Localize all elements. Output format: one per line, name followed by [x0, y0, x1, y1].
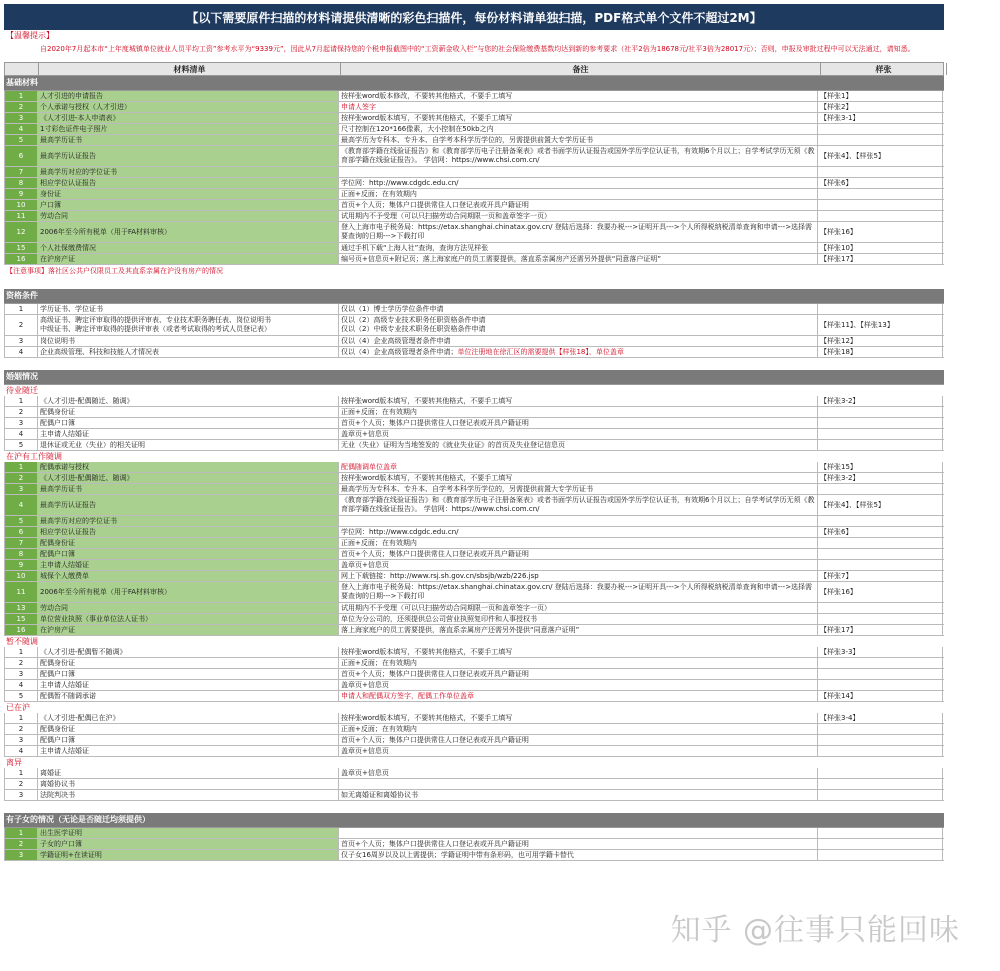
row-item: 配偶身份证	[38, 724, 339, 734]
row-item: 学历证书、学位证书	[38, 304, 339, 314]
row-note: 最高学历为专科本、专升本、自学考本科学历学位的，另需提供前置大专学历证书	[339, 484, 818, 494]
row-number: 3	[5, 484, 38, 494]
row-item: 相应学位认证报告	[38, 527, 339, 537]
row-number: 1	[5, 462, 38, 472]
row-item: 单位营业执照（事业单位法人证书）	[38, 614, 339, 624]
sub-nomove: 暂不随调	[6, 637, 38, 646]
row-item: 《人才引进-配偶随迁、随调》	[38, 473, 339, 483]
row-number: 11	[5, 582, 38, 602]
row-item: 劳动合同	[38, 603, 339, 613]
row-sample	[818, 850, 943, 860]
table-row	[4, 549, 944, 560]
table-row	[4, 839, 944, 850]
row-note: 盖章页+信息页	[339, 429, 818, 439]
row-item: 个人承诺与授权（人才引进）	[38, 102, 339, 112]
row-sample	[818, 614, 943, 624]
row-number: 1	[5, 396, 38, 406]
row-item: 出生医学证明	[38, 828, 339, 838]
table-row	[4, 735, 944, 746]
row-sample: 【样张3-2】	[818, 396, 943, 406]
spacer	[4, 358, 944, 370]
row-number: 2	[5, 658, 38, 668]
row-number: 4	[5, 746, 38, 756]
row-number: 5	[5, 440, 38, 450]
row-note	[339, 167, 818, 177]
row-number: 3	[5, 735, 38, 745]
row-sample	[818, 167, 943, 177]
row-number: 2	[5, 724, 38, 734]
row-item: 企业高级管理、科技和技能人才情况表	[38, 347, 339, 357]
table-row	[4, 167, 944, 178]
row-sample	[818, 779, 943, 789]
table-row	[4, 691, 944, 702]
row-item: 2006年至今所有税单（用于FA材料审核）	[38, 582, 339, 602]
row-note: 网上下载链接：http://www.rsj.sh.gov.cn/sbsjb/wzb/226.jsp	[339, 571, 818, 581]
row-number: 6	[5, 146, 38, 166]
row-item: 配偶暂不随调承诺	[38, 691, 339, 701]
spreadsheet	[4, 4, 944, 861]
row-note: 如无离婚证和离婚协议书	[339, 790, 818, 800]
table-row	[4, 571, 944, 582]
row-note: 盖章页+信息页	[339, 768, 818, 778]
row-sample: 【样张3-1】	[818, 113, 943, 123]
row-item: 高级证书、聘定评审取得的提供评审表、专业技术职务聘任表、岗位说明书 中级证书、聘定评审取得的提供评审表（或者考试取得的考试人员登记表）	[38, 315, 339, 335]
row-item: 配偶户口簿	[38, 669, 339, 679]
row-item: 劳动合同	[38, 211, 339, 221]
row-number: 2	[5, 102, 38, 112]
row-note: 按样张word版本填写，不要转其他格式，不要手工填写	[339, 396, 818, 406]
row-note: 首页+个人页；集体户口提供常住人口登记表或开具户籍证明	[339, 839, 818, 849]
row-item: 配偶户口簿	[38, 735, 339, 745]
basic-note: 【注意事项】落社区公共户仅限员工及其直系亲属在沪没有房产的情况	[6, 267, 223, 275]
table-row	[4, 724, 944, 735]
row-item: 《人才引进-配偶随迁、随调》	[38, 396, 339, 406]
table-row	[4, 669, 944, 680]
row-note: 首页+个人页；集体户口提供常住人口登记表或开具户籍证明	[339, 669, 818, 679]
row-number: 3	[5, 336, 38, 346]
row-sample	[818, 658, 943, 668]
row-item: 《人才引进-本人申请表》	[38, 113, 339, 123]
row-note: 按样张word版本填写，不要转其他格式，不要手工填写	[339, 113, 818, 123]
row-sample: 【样张2】	[818, 102, 943, 112]
row-sample: 【样张6】	[818, 178, 943, 188]
row-number: 4	[5, 429, 38, 439]
row-note: 仅以（2）高级专业技术职务任职资格条件申请 仅以（2）中级专业技术职务任职资格条件申请	[339, 315, 818, 335]
row-sample: 【样张18】	[818, 347, 943, 357]
row-note: 正面+反面；在有效期内	[339, 189, 818, 199]
row-item: 配偶户口簿	[38, 418, 339, 428]
row-note: 按样张word版本填写，不要转其他格式，不要手工填写	[339, 713, 818, 723]
row-number: 1	[5, 828, 38, 838]
row-item: 离婚证	[38, 768, 339, 778]
table-row	[4, 429, 944, 440]
note-highlight: 单位注册地在徐汇区的需要提供【样张18】，单位盖章	[457, 347, 624, 356]
row-note: 按样张word版本填写，不要转其他格式，不要手工填写	[339, 473, 818, 483]
row-number: 2	[5, 407, 38, 417]
row-sample	[818, 538, 943, 548]
row-sample	[818, 211, 943, 221]
row-item: 岗位说明书	[38, 336, 339, 346]
row-number: 7	[5, 538, 38, 548]
row-sample	[818, 516, 943, 526]
row-item: 《人才引进-配偶暂不随调》	[38, 647, 339, 657]
row-number: 4	[5, 124, 38, 134]
row-note: 学位网：http://www.cdgdc.edu.cn/	[339, 527, 818, 537]
table-row	[4, 396, 944, 407]
row-sample	[818, 124, 943, 134]
row-item: 退休证或无业（失业）的相关证明	[38, 440, 339, 450]
row-number: 5	[5, 135, 38, 145]
row-number: 3	[5, 113, 38, 123]
row-note	[339, 347, 818, 357]
table-row	[4, 516, 944, 527]
row-number: 2	[5, 779, 38, 789]
table-header	[4, 62, 944, 76]
row-number: 11	[5, 211, 38, 221]
row-number: 13	[5, 603, 38, 613]
table-row	[4, 222, 944, 243]
row-number: 9	[5, 189, 38, 199]
row-sample	[818, 407, 943, 417]
row-item: 户口簿	[38, 200, 339, 210]
row-note	[339, 779, 818, 789]
row-number: 15	[5, 614, 38, 624]
row-note: 编号页+信息页+附记页；落上海家庭户的员工需要提供，落直系亲属房产还需另外提供“同意落户证明”	[339, 254, 818, 264]
table-row	[4, 850, 944, 861]
row-sample	[818, 440, 943, 450]
row-note	[339, 828, 818, 838]
row-number: 8	[5, 178, 38, 188]
table-row	[4, 538, 944, 549]
row-number: 1	[5, 768, 38, 778]
row-number: 2	[5, 315, 38, 335]
row-item: 配偶身份证	[38, 407, 339, 417]
row-note: 正面+反面；在有效期内	[339, 658, 818, 668]
row-sample	[818, 549, 943, 559]
table-row	[4, 407, 944, 418]
table-row	[4, 768, 944, 779]
row-note: 申请人和配偶双方签字，配偶工作单位盖章	[339, 691, 818, 701]
row-number: 4	[5, 680, 38, 690]
row-sample	[818, 189, 943, 199]
row-number: 4	[5, 495, 38, 515]
row-item: 人才引进的申请报告	[38, 91, 339, 101]
table-row	[4, 625, 944, 636]
row-item: 主申请人结婚证	[38, 560, 339, 570]
row-sample	[818, 135, 943, 145]
row-item: 个人社保缴费情况	[38, 243, 339, 253]
tip-body: 自2020年7月起本市“上年度城镇单位就业人员平均工资”参考水平为“9339元”，因此从7月起请保持您的个税申报截图中的“工资薪金收入栏”与您的社会保险缴费基数均达到新的参考要求（社平2倍为18678元/社平3倍为28017元）；否则，申报及审批过程中可以无法通过，请知悉。	[40, 45, 915, 53]
row-number: 3	[5, 850, 38, 860]
row-item: 配偶身份证	[38, 538, 339, 548]
row-number: 4	[5, 347, 38, 357]
row-sample: 【样张10】	[818, 243, 943, 253]
table-row	[4, 304, 944, 315]
row-item: 2006年至今所有税单（用于FA材料审核）	[38, 222, 339, 242]
table-row	[4, 462, 944, 473]
table-row	[4, 347, 944, 358]
row-item: 最高学历证书	[38, 484, 339, 494]
row-item: 《人才引进-配偶已在沪》	[38, 713, 339, 723]
row-number: 16	[5, 254, 38, 264]
row-note: 最高学历为专科本、专升本、自学考本科学历学位的，另需提供前置大专学历证书	[339, 135, 818, 145]
row-number: 6	[5, 527, 38, 537]
qualification-table	[4, 304, 944, 358]
row-sample	[818, 735, 943, 745]
row-sample: 【样张17】	[818, 625, 943, 635]
row-number: 3	[5, 418, 38, 428]
row-number: 15	[5, 243, 38, 253]
sub-inhu: 已在沪	[6, 703, 30, 712]
row-item: 配偶承诺与授权	[38, 462, 339, 472]
sub-divorce: 离异	[6, 758, 22, 767]
table-row	[4, 211, 944, 222]
row-number: 8	[5, 549, 38, 559]
row-sample	[818, 839, 943, 849]
row-sample: 【样张3-3】	[818, 647, 943, 657]
row-sample: 【样张11】、【样张13】	[818, 315, 943, 335]
row-note: 尺寸控制在120*166像素，大小控制在50kb之内	[339, 124, 818, 134]
row-sample: 【样张12】	[818, 336, 943, 346]
table-row	[4, 124, 944, 135]
row-note: 落上海家庭户的员工需要提供，落直系亲属房产还需另外提供“同意落户证明”	[339, 625, 818, 635]
row-item: 最高学历证书	[38, 135, 339, 145]
row-note: 学位网：http://www.cdgdc.edu.cn/	[339, 178, 818, 188]
row-note: 《教育部学籍在线验证报告》和《教育部学历电子注册备案表》或者书面学历认证报告或国外学历学位认证书，有效期6个月以上；自学考试学历无须《教育部学籍在线验证报告》。 学信网：https://www.chsi.com.cn/	[339, 495, 818, 515]
row-item: 配偶户口簿	[38, 549, 339, 559]
table-row	[4, 336, 944, 347]
row-sample	[818, 828, 943, 838]
row-item: 城保个人缴费单	[38, 571, 339, 581]
table-row	[4, 113, 944, 124]
row-item: 最高学历对应的学位证书	[38, 516, 339, 526]
row-number: 1	[5, 91, 38, 101]
table-row	[4, 582, 944, 603]
row-item: 最高学历对应的学位证书	[38, 167, 339, 177]
row-number: 10	[5, 200, 38, 210]
row-item: 相应学位认证报告	[38, 178, 339, 188]
row-note: 盖章页+信息页	[339, 746, 818, 756]
table-row	[4, 658, 944, 669]
spacer	[4, 801, 944, 813]
row-sample: 【样张4】、【样张5】	[818, 146, 943, 166]
row-note: 首页+个人页；集体户口提供常住人口登记表或开具户籍证明	[339, 200, 818, 210]
row-note: 仅子女16周岁以及以上需提供；学籍证明中带有条形码，也可用学籍卡替代	[339, 850, 818, 860]
row-note: 正面+反面；在有效期内	[339, 407, 818, 417]
section-qualification: 资格条件	[4, 289, 944, 304]
row-sample: 【样张16】	[818, 222, 943, 242]
table-row	[4, 779, 944, 790]
row-sample	[818, 200, 943, 210]
wait-table	[4, 396, 944, 451]
row-note: 正面+反面；在有效期内	[339, 538, 818, 548]
table-row	[4, 484, 944, 495]
row-number: 10	[5, 571, 38, 581]
watermark: 知乎 @往事只能回味	[670, 913, 960, 948]
row-item: 主申请人结婚证	[38, 680, 339, 690]
row-note: 试用期内不予受理（可以只扫描劳动合同期限一页和盖章签字一页）	[339, 211, 818, 221]
divorce-table	[4, 768, 944, 801]
row-note: 通过手机下载“上海人社”查询，查询方法见样张	[339, 243, 818, 253]
row-number: 7	[5, 167, 38, 177]
row-sample	[818, 603, 943, 613]
nomove-table	[4, 647, 944, 702]
row-number: 2	[5, 473, 38, 483]
row-note: 首页+个人页；集体户口提供常住人口登记表或开具户籍证明	[339, 418, 818, 428]
row-sample: 【样张4】、【样张5】	[818, 495, 943, 515]
header-no	[5, 63, 39, 75]
work-table	[4, 462, 944, 636]
row-note: 申请人签字	[339, 102, 818, 112]
row-item: 身份证	[38, 189, 339, 199]
table-row	[4, 828, 944, 839]
row-sample	[818, 680, 943, 690]
row-note: 盖章页+信息页	[339, 680, 818, 690]
header-sample: 样张	[821, 63, 947, 75]
row-sample	[818, 669, 943, 679]
row-item: 学籍证明+在读证明	[38, 850, 339, 860]
row-item: 在沪房产证	[38, 625, 339, 635]
section-children: 有子女的情况（无论是否随迁均须提供）	[4, 813, 944, 828]
row-sample: 【样张1】	[818, 91, 943, 101]
table-row	[4, 178, 944, 189]
row-note: 首页+个人页；集体户口提供常住人口登记表或开具户籍证明	[339, 735, 818, 745]
row-note: 配偶随调单位盖章	[339, 462, 818, 472]
row-note: 仅以（1）博士学历学位条件申请	[339, 304, 818, 314]
basic-table	[4, 91, 944, 265]
row-note: 登入上海市电子税务局：https://etax.shanghai.chinatax.gov.cn/ 登陆后选择：我要办税--->证明开具--->个人所得税纳税清单查询和申请--->选择需要查询的日期--->下载打印	[339, 222, 818, 242]
row-item: 主申请人结婚证	[38, 429, 339, 439]
note-text: 仅以（4）企业高级管理者条件申请；	[341, 347, 458, 356]
row-note	[339, 516, 818, 526]
table-row	[4, 527, 944, 538]
row-number: 2	[5, 839, 38, 849]
row-number: 5	[5, 691, 38, 701]
inhu-table	[4, 713, 944, 757]
tip-heading: 【温馨提示】	[6, 31, 54, 40]
sub-work: 在沪有工作随调	[6, 452, 62, 461]
row-note: 登入上海市电子税务局：https://etax.shanghai.chinatax.gov.cn/ 登陆后选择：我要办税--->证明开具--->个人所得税纳税清单查询和申请--->选择需要查询的日期--->下载打印	[339, 582, 818, 602]
row-number: 1	[5, 304, 38, 314]
row-number: 3	[5, 669, 38, 679]
row-number: 1	[5, 713, 38, 723]
sub-wait: 待业随迁	[6, 386, 38, 395]
row-item: 在沪房产证	[38, 254, 339, 264]
row-number: 1	[5, 647, 38, 657]
row-item: 最高学历认证报告	[38, 495, 339, 515]
table-row	[4, 102, 944, 113]
table-row	[4, 254, 944, 265]
table-row	[4, 440, 944, 451]
row-note: 按样张word版本修改，不要转其他格式，不要手工填写	[339, 91, 818, 101]
row-sample: 【样张6】	[818, 527, 943, 537]
table-row	[4, 603, 944, 614]
row-sample	[818, 304, 943, 314]
table-row	[4, 746, 944, 757]
header-item: 材料清单	[39, 63, 341, 75]
table-row	[4, 614, 944, 625]
row-sample: 【样张3-2】	[818, 473, 943, 483]
row-item: 最高学历认证报告	[38, 146, 339, 166]
row-sample	[818, 560, 943, 570]
row-item: 子女的户口簿	[38, 839, 339, 849]
row-number: 5	[5, 516, 38, 526]
table-row	[4, 790, 944, 801]
spacer	[4, 277, 944, 289]
table-row	[4, 200, 944, 211]
page-title: 【以下需要原件扫描的材料请提供清晰的彩色扫描件，每份材料请单独扫描，PDF格式单个文件不超过2M】	[4, 4, 944, 30]
row-sample: 【样张16】	[818, 582, 943, 602]
row-sample	[818, 418, 943, 428]
table-row	[4, 91, 944, 102]
row-note: 正面+反面；在有效期内	[339, 724, 818, 734]
row-number: 12	[5, 222, 38, 242]
row-number: 16	[5, 625, 38, 635]
row-sample: 【样张17】	[818, 254, 943, 264]
row-number: 9	[5, 560, 38, 570]
row-sample	[818, 746, 943, 756]
row-sample	[818, 768, 943, 778]
table-row	[4, 243, 944, 254]
row-sample: 【样张15】	[818, 462, 943, 472]
table-row	[4, 418, 944, 429]
row-note: 仅以（4）企业高级管理者条件申请	[339, 336, 818, 346]
table-row	[4, 135, 944, 146]
table-row	[4, 495, 944, 516]
row-sample: 【样张3-4】	[818, 713, 943, 723]
table-row	[4, 146, 944, 167]
table-row	[4, 560, 944, 571]
row-note: 首页+个人页；集体户口提供常住人口登记表或开具户籍证明	[339, 549, 818, 559]
row-note: 《教育部学籍在线验证报告》和《教育部学历电子注册备案表》或者书面学历认证报告或国外学历学位认证书，有效期6个月以上；自学考试学历无须《教育部学籍在线验证报告》。 学信网：https://www.chsi.com.cn/	[339, 146, 818, 166]
row-item: 法院判决书	[38, 790, 339, 800]
row-note: 无业（失业）证明为当地签发的《就业失业证》的首页及失业登记信息页	[339, 440, 818, 450]
row-note: 按样张word版本填写，不要转其他格式，不要手工填写	[339, 647, 818, 657]
table-row	[4, 713, 944, 724]
row-note: 盖章页+信息页	[339, 560, 818, 570]
row-sample	[818, 724, 943, 734]
row-sample: 【样张7】	[818, 571, 943, 581]
children-table	[4, 828, 944, 861]
section-basic: 基础材料	[4, 76, 944, 91]
table-row	[4, 647, 944, 658]
row-sample	[818, 790, 943, 800]
table-row	[4, 680, 944, 691]
row-note: 单位为分公司的，还须提供总公司营业执照复印件和人事授权书	[339, 614, 818, 624]
row-sample	[818, 484, 943, 494]
table-row	[4, 189, 944, 200]
row-note: 试用期内不予受理（可以只扫描劳动合同期限一页和盖章签字一页）	[339, 603, 818, 613]
table-row	[4, 473, 944, 484]
header-note: 备注	[341, 63, 821, 75]
row-item: 1寸彩色证件电子照片	[38, 124, 339, 134]
row-sample: 【样张14】	[818, 691, 943, 701]
row-number: 3	[5, 790, 38, 800]
section-marriage: 婚姻情况	[4, 370, 944, 385]
table-row	[4, 315, 944, 336]
row-item: 配偶身份证	[38, 658, 339, 668]
row-sample	[818, 429, 943, 439]
row-item: 离婚协议书	[38, 779, 339, 789]
row-item: 主申请人结婚证	[38, 746, 339, 756]
